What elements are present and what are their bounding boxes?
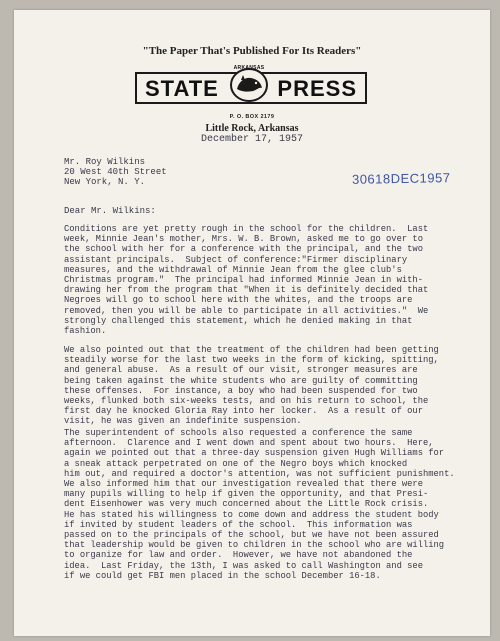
badge-state-label: ARKANSAS (233, 65, 265, 71)
letter-page (14, 10, 490, 636)
recipient-name: Mr. Roy Wilkins (64, 157, 146, 167)
text-line: the school with her for a conference with the principal, and the two (64, 244, 423, 255)
text-line: fashion. (64, 326, 107, 337)
text-line: first day he knocked Gloria Ray into her locker. As a result of our (64, 406, 423, 417)
text-line: He has stated his willingness to come down and address the student body (64, 509, 439, 520)
text-line: week, Minnie Jean's mother, Mrs. W. B. Brown, asked me to go over to (64, 234, 423, 245)
text-line: many pupils willing to help if given the opportunity, and that Presi- (64, 489, 429, 500)
salutation: Dear Mr. Wilkins: (64, 206, 156, 216)
paragraph-3 (64, 428, 490, 581)
text-line: a sneak attack perpetrated on one of the Negro boys which knocked (64, 458, 408, 469)
text-line: We also pointed out that the treatment of the children had been getting (64, 345, 439, 355)
text-line: drawing her from the program that "When it is definitely decided that (64, 285, 429, 296)
text-line: again we pointed out that a three-day suspension given Hugh Williams for (64, 448, 445, 459)
text-line: that leadership would be given to children in the school who are willing (64, 540, 445, 551)
text-line: afternoon. Clarence and I went down and spent about two hours. Here, (64, 438, 434, 449)
text-line: Christmas program." The principal had informed Minnie Jean in with- (64, 275, 423, 286)
text-line: The superintendent of schools also requested a conference the same (64, 428, 413, 438)
masthead-logo (135, 63, 369, 105)
po-box: P. O. BOX 2179 (229, 114, 275, 120)
letterhead-city: Little Rock, Arkansas (205, 123, 299, 134)
text-line: Conditions are yet pretty rough in the school for the children. Last (64, 224, 429, 234)
letter-date: December 17, 1957 (200, 134, 304, 145)
text-line: strongly challenged this statement, which he denied making in that (64, 315, 413, 326)
text-line: dent Eisenhower was very much concerned about the Little Rock crisis. (64, 499, 429, 510)
text-line: assistant principals. Subject of conference:"Firmer disciplinary (64, 254, 408, 265)
text-line: removed, then you will be able to participate in all activities." We (64, 305, 429, 316)
recipient-address (64, 157, 167, 187)
text-line: Negroes will go to school here with the whites, and the troops are (64, 295, 413, 306)
text-line: if invited by student leaders of the school. This information was (64, 519, 413, 530)
masthead-press-word: PRESS (277, 76, 357, 101)
text-line: him out, and required a doctor's attention, was not sufficient punishment. (64, 468, 455, 479)
letterhead-tagline: "The Paper That's Published For Its Readers" (142, 45, 362, 57)
received-date-stamp: 30618DEC1957 (351, 170, 451, 187)
text-line: idea. Last Friday, the 13th, I was asked to call Washington and see (64, 560, 423, 571)
text-line: steadily worse for the last two weeks in the form of kicking, spitting, (64, 355, 439, 366)
recipient-city: New York, N. Y. (64, 177, 146, 187)
recipient-street: 20 West 40th Street (64, 167, 167, 177)
paragraph-1 (64, 224, 490, 336)
text-line: passed on to the principals of the school, but we have not been assured (64, 530, 439, 541)
text-line: these offenses. For instance, a boy who had been suspended for two (64, 385, 418, 396)
text-line: visit, he was given an indefinite suspension. (64, 416, 302, 427)
text-line: being taken against the white students who are guilty of committing (64, 375, 418, 386)
text-line: if we could get FBI men placed in the school December 16-18. (64, 570, 381, 581)
paragraph-2 (64, 345, 490, 427)
text-line: measures, and the withdrawal of Minnie Jean from the glee club's (64, 264, 402, 275)
text-line: to organize for law and order. However, we have not abandoned the (64, 550, 413, 561)
text-line: and general abuse. As a result of our visit, stronger measures are (64, 365, 418, 376)
masthead-state-word: STATE (145, 76, 219, 101)
text-line: We also informed him that our investigation revealed that there were (64, 479, 423, 490)
text-line: weeks, flunked both six-weeks tests, and on his return to school, the (64, 396, 429, 407)
